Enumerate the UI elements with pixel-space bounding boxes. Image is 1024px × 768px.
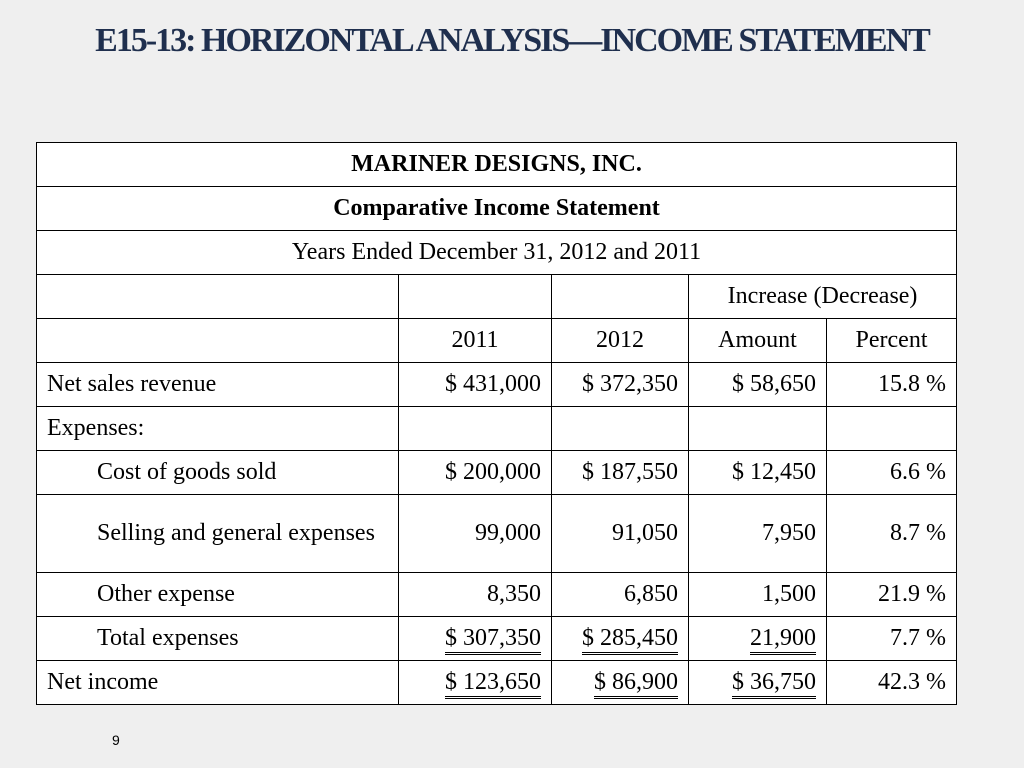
value-2012: [552, 407, 689, 451]
row-label: Net sales revenue: [37, 363, 399, 407]
change-percent: 42.3 %: [827, 661, 957, 705]
change-amount: [689, 407, 827, 451]
value-2011-cell: [399, 617, 552, 661]
change-amount: 21,900: [750, 625, 816, 655]
change-percent: 15.8 %: [827, 363, 957, 407]
table-row: [37, 363, 957, 407]
table-row: [37, 573, 957, 617]
value-2012: $ 372,350: [552, 363, 689, 407]
company-name: MARINER DESIGNS, INC.: [37, 143, 957, 187]
column-header-2011: 2011: [399, 319, 552, 363]
change-amount: $ 58,650: [689, 363, 827, 407]
value-2012-cell: [552, 661, 689, 705]
value-2011: $ 431,000: [399, 363, 552, 407]
change-amount: 1,500: [689, 573, 827, 617]
value-2011: [399, 407, 552, 451]
table-row: [37, 661, 957, 705]
change-percent: 6.6 %: [827, 451, 957, 495]
income-statement-table: [36, 142, 957, 705]
table-row: [37, 495, 957, 573]
change-amount: $ 12,450: [689, 451, 827, 495]
change-amount: $ 36,750: [732, 669, 816, 699]
value-2012: $ 285,450: [582, 625, 678, 655]
table-row: [37, 451, 957, 495]
report-title: Comparative Income Statement: [37, 187, 957, 231]
report-period: Years Ended December 31, 2012 and 2011: [37, 231, 957, 275]
value-2011: $ 123,650: [445, 669, 541, 699]
row-label: Other expense: [37, 573, 399, 617]
table-row: [37, 617, 957, 661]
company-row: [37, 143, 957, 187]
column-header-2012: 2012: [552, 319, 689, 363]
value-2012-cell: [552, 617, 689, 661]
change-percent: 7.7 %: [827, 617, 957, 661]
column-header-row: [37, 319, 957, 363]
change-amount-cell: [689, 617, 827, 661]
change-percent: 8.7 %: [827, 495, 957, 573]
value-2012: $ 187,550: [552, 451, 689, 495]
value-2012: $ 86,900: [594, 669, 678, 699]
value-2012: 6,850: [552, 573, 689, 617]
row-label: Total expenses: [37, 617, 399, 661]
change-amount: 7,950: [689, 495, 827, 573]
value-2011: 8,350: [399, 573, 552, 617]
row-label: Expenses:: [37, 407, 399, 451]
period-row: [37, 231, 957, 275]
value-2011: $ 200,000: [399, 451, 552, 495]
table-row: [37, 407, 957, 451]
empty-cell: [37, 319, 399, 363]
change-amount-cell: [689, 661, 827, 705]
slide-title: E15-13: HORIZONTAL ANALYSIS—INCOME STATEMENT: [95, 22, 929, 59]
value-2011-cell: [399, 661, 552, 705]
column-header-amount: Amount: [689, 319, 827, 363]
column-header-percent: Percent: [827, 319, 957, 363]
change-percent: 21.9 %: [827, 573, 957, 617]
page-number: 9: [112, 732, 120, 748]
report-title-row: [37, 187, 957, 231]
row-label: Cost of goods sold: [37, 451, 399, 495]
value-2012: 91,050: [552, 495, 689, 573]
empty-cell: [552, 275, 689, 319]
increase-decrease-header: Increase (Decrease): [689, 275, 957, 319]
empty-cell: [37, 275, 399, 319]
value-2011: $ 307,350: [445, 625, 541, 655]
change-percent: [827, 407, 957, 451]
row-label: Net income: [37, 661, 399, 705]
value-2011: 99,000: [399, 495, 552, 573]
row-label: Selling and general expenses: [37, 495, 399, 573]
group-header-row: [37, 275, 957, 319]
empty-cell: [399, 275, 552, 319]
